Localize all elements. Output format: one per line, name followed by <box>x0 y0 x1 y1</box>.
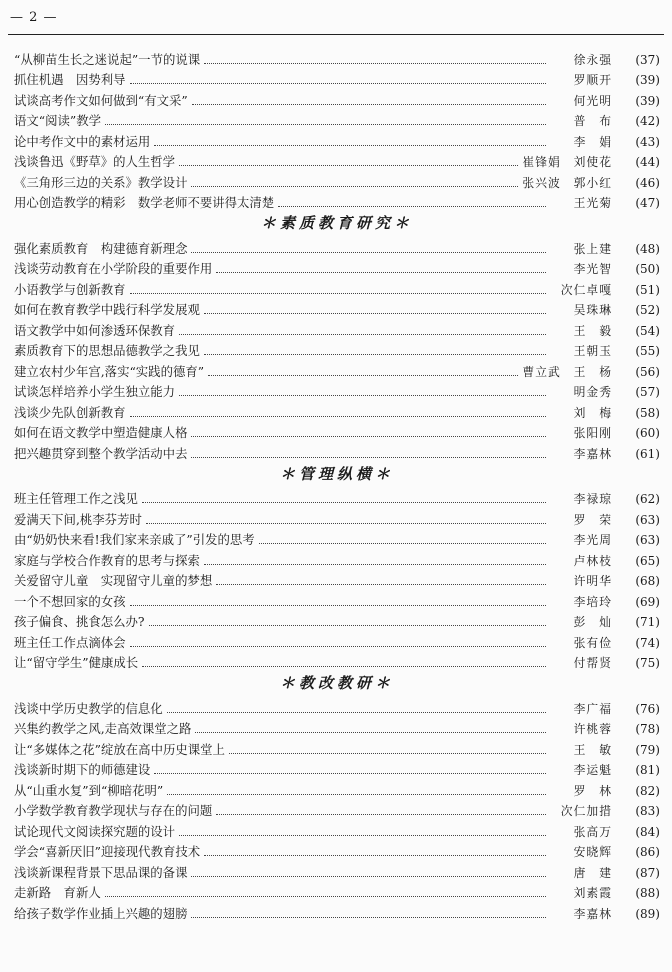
section-heading: ＊素质教育研究＊ <box>260 214 413 232</box>
toc-entry <box>14 486 660 507</box>
dot-leader <box>146 522 546 524</box>
toc-entry <box>14 798 660 819</box>
toc-entry <box>14 149 660 170</box>
entry-author: 崔锋娟 刘使花 <box>522 155 612 169</box>
entry-page-number: (74) <box>635 635 660 650</box>
entry-author: 张兴波 郭小红 <box>522 175 612 190</box>
entry-page-number: (84) <box>635 824 660 839</box>
toc-entry <box>14 609 660 630</box>
entry-title: 建立农村少年宫,落实“实践的德育” <box>14 363 205 379</box>
entry-title: 小学数学教育教学现状与存在的问题 <box>14 803 213 818</box>
entry-title: 试谈怎样培养小学生独立能力 <box>14 384 176 399</box>
entry-author: 王光菊 <box>573 196 612 210</box>
entry-author: 刘 梅 <box>573 405 612 420</box>
dot-leader <box>179 164 518 166</box>
dot-leader <box>204 62 546 64</box>
entry-page-number: (89) <box>635 906 660 921</box>
dot-leader <box>191 251 546 253</box>
entry-author: 明金秀 <box>573 385 612 399</box>
dot-leader <box>216 583 546 585</box>
entry-author: 张上建 <box>573 241 612 256</box>
entry-author: 李光智 <box>573 262 612 276</box>
dot-leader <box>191 456 546 458</box>
dot-leader <box>191 875 546 877</box>
toc-entry <box>14 420 660 441</box>
entry-title: 班主任管理工作之浅见 <box>14 491 138 506</box>
entry-title: 关爱留守儿童 实现留守儿童的梦想 <box>14 573 213 588</box>
toc-entry <box>14 880 660 901</box>
entry-page-number: (54) <box>635 323 660 338</box>
toc-entry <box>14 440 660 461</box>
entry-title: 如何在语文教学中塑造健康人格 <box>14 425 188 440</box>
entry-page-number: (75) <box>635 656 660 670</box>
toc-entry <box>14 588 660 609</box>
entry-author: 曹立武 王 杨 <box>522 364 612 379</box>
entry-author: 李嘉林 <box>573 906 612 921</box>
dot-leader <box>191 185 518 187</box>
toc-entry <box>14 256 660 277</box>
entry-author: 卢林枝 <box>573 553 612 568</box>
entry-page-number: (44) <box>635 155 660 169</box>
entry-title: 语文“阅读”教学 <box>14 113 102 128</box>
dot-leader <box>130 645 546 647</box>
entry-page-number: (60) <box>635 426 660 440</box>
entry-title: 家庭与学校合作教育的思考与探索 <box>14 552 200 568</box>
entry-author: 普 布 <box>573 114 612 128</box>
dot-leader <box>191 916 546 918</box>
toc-entry <box>14 527 660 548</box>
entry-title: 强化素质教育 构建德育新理念 <box>14 240 188 256</box>
toc-entry <box>14 235 660 256</box>
entry-title: 爱满天下间,桃李芬芳时 <box>14 511 142 527</box>
dot-leader <box>216 271 546 273</box>
toc-entry <box>14 297 660 318</box>
dot-leader <box>105 895 546 897</box>
section-heading: ＊管理纵横＊ <box>279 464 394 483</box>
entry-page-number: (51) <box>635 282 660 297</box>
entry-author: 李光周 <box>573 533 612 547</box>
entry-author: 罗顺开 <box>573 73 612 87</box>
entry-author: 李运魁 <box>573 763 612 777</box>
entry-title: 孩子偏食、挑食怎么办? <box>14 614 145 629</box>
toc-entry <box>14 399 660 420</box>
entry-page-number: (63) <box>635 533 660 547</box>
toc-entry <box>14 716 660 737</box>
dot-leader <box>195 731 546 733</box>
entry-page-number: (39) <box>635 93 660 108</box>
entry-author: 何光明 <box>573 93 612 108</box>
dot-leader <box>167 711 546 713</box>
entry-author: 刘素霞 <box>573 886 612 900</box>
entry-author: 王 毅 <box>573 323 612 338</box>
entry-title: 《三角形三边的关系》教学设计 <box>14 174 188 190</box>
dot-leader <box>130 292 546 294</box>
entry-page-number: (78) <box>635 722 660 736</box>
entry-author: 李培玲 <box>573 594 612 609</box>
entry-title: 从“山重水复”到“柳暗花明” <box>14 782 164 798</box>
toc-entry <box>14 650 660 671</box>
entry-author: 次仁卓嘎 <box>560 282 612 297</box>
entry-author: 李广福 <box>573 701 612 716</box>
entry-title: 浅谈鲁迅《野草》的人生哲学 <box>14 154 176 169</box>
toc-entry <box>14 736 660 757</box>
toc-entry <box>14 46 660 67</box>
entry-page-number: (47) <box>635 196 660 210</box>
entry-page-number: (57) <box>635 385 660 399</box>
entry-page-number: (43) <box>635 134 660 149</box>
toc-entry <box>14 169 660 190</box>
toc-entry <box>14 87 660 108</box>
entry-title: 兴集约教学之风,走高效课堂之路 <box>14 721 192 736</box>
entry-title: 让“多媒体之花”绽放在高中历史课堂上 <box>14 741 225 757</box>
entry-author: 唐 建 <box>573 865 612 880</box>
dot-leader <box>216 813 546 815</box>
entry-page-number: (68) <box>635 574 660 588</box>
toc-entry <box>14 128 660 149</box>
dot-leader <box>167 793 546 795</box>
dot-leader <box>142 501 546 503</box>
entry-page-number: (56) <box>635 364 660 379</box>
dot-leader <box>204 353 546 355</box>
dot-leader <box>208 374 518 376</box>
toc-entry <box>14 839 660 860</box>
entry-title: 一个不想回家的女孩 <box>14 593 126 609</box>
dot-leader <box>179 333 546 335</box>
toc-entry <box>14 317 660 338</box>
entry-author: 许桃蓉 <box>573 722 612 736</box>
entry-title: 班主任工作点滴体会 <box>14 634 126 650</box>
toc-entry <box>14 108 660 129</box>
entry-author: 李嘉林 <box>573 446 612 461</box>
entry-title: 试谈高考作文如何做到“有文采” <box>14 92 188 108</box>
toc-entry <box>14 190 660 211</box>
toc-entry <box>14 859 660 880</box>
dot-leader <box>142 665 546 667</box>
entry-title: “从柳苗生长之迷说起”一节的说课 <box>14 51 201 67</box>
entry-author: 付帮贤 <box>573 656 612 670</box>
entry-author: 张高万 <box>573 824 612 839</box>
dot-leader <box>179 394 546 396</box>
entry-page-number: (65) <box>635 553 660 568</box>
entry-page-number: (83) <box>635 804 660 818</box>
entry-page-number: (48) <box>635 241 660 256</box>
dot-leader <box>192 103 546 105</box>
toc-entry <box>14 506 660 527</box>
entry-page-number: (62) <box>635 492 660 506</box>
entry-page-number: (69) <box>635 594 660 609</box>
entry-title: 浅谈新时期下的师德建设 <box>14 762 151 777</box>
entry-page-number: (63) <box>635 512 660 527</box>
toc-entry <box>14 276 660 297</box>
header-rule <box>8 34 664 35</box>
toc-entry <box>14 629 660 650</box>
entry-title: 浅谈劳动教育在小学阶段的重要作用 <box>14 261 213 276</box>
entry-title: 语文教学中如何渗透环保教育 <box>14 322 176 338</box>
toc-entry <box>14 757 660 778</box>
entry-author: 李 娟 <box>573 134 612 149</box>
dot-leader <box>130 415 546 417</box>
entry-page-number: (82) <box>635 783 660 798</box>
entry-author: 罗 林 <box>573 783 612 798</box>
toc-entry <box>14 547 660 568</box>
entry-title: 让“留守学生”健康成长 <box>14 655 139 670</box>
dot-leader <box>130 82 546 84</box>
section-heading: ＊教改教研＊ <box>279 674 394 692</box>
dot-leader <box>130 604 546 606</box>
dot-leader <box>191 435 546 437</box>
entry-author: 徐永强 <box>573 52 612 67</box>
dot-leader <box>259 542 546 544</box>
entry-title: 走新路 育新人 <box>14 885 101 900</box>
dot-leader <box>278 205 546 207</box>
entry-page-number: (50) <box>635 262 660 276</box>
entry-page-number: (55) <box>635 344 660 358</box>
entry-page-number: (61) <box>635 446 660 461</box>
dot-leader <box>204 563 546 565</box>
entry-page-number: (79) <box>635 742 660 757</box>
entry-title: 给孩子数学作业插上兴趣的翅膀 <box>14 905 188 921</box>
entry-page-number: (37) <box>635 52 660 67</box>
toc-entry <box>14 568 660 589</box>
dot-leader <box>154 144 546 146</box>
entry-author: 彭 灿 <box>573 615 612 629</box>
entry-page-number: (81) <box>635 763 660 777</box>
toc-entry <box>14 818 660 839</box>
entry-title: 学会“喜新厌旧”迎接现代教育技术 <box>14 844 201 859</box>
entry-page-number: (46) <box>635 175 660 190</box>
entry-title: 小语教学与创新教育 <box>14 281 126 297</box>
entry-page-number: (71) <box>635 615 660 629</box>
entry-page-number: (88) <box>635 886 660 900</box>
entry-page-number: (58) <box>635 405 660 420</box>
entry-title: 浅谈新课程背景下思品课的备课 <box>14 864 188 880</box>
page-number: — 2 — <box>10 10 58 25</box>
entry-title: 论中考作文中的素材运用 <box>14 133 151 149</box>
entry-title: 试论现代文阅读探究题的设计 <box>14 823 176 839</box>
dot-leader <box>229 752 546 754</box>
entry-author: 罗 荣 <box>573 512 612 527</box>
toc-entry <box>14 338 660 359</box>
dot-leader <box>204 854 546 856</box>
entry-title: 浅谈中学历史教学的信息化 <box>14 700 163 716</box>
entry-author: 王 敏 <box>573 742 612 757</box>
entry-author: 王朝玉 <box>573 344 612 358</box>
dot-leader <box>154 772 546 774</box>
entry-page-number: (52) <box>635 303 660 317</box>
toc-entry <box>14 67 660 88</box>
entry-author: 安晓辉 <box>573 845 612 859</box>
entry-author: 张有俭 <box>573 635 612 650</box>
entry-author: 许明华 <box>573 574 612 588</box>
entry-page-number: (42) <box>635 114 660 128</box>
entry-page-number: (76) <box>635 701 660 716</box>
entry-page-number: (39) <box>635 73 660 87</box>
entry-page-number: (86) <box>635 845 660 859</box>
dot-leader <box>204 312 546 314</box>
table-of-contents <box>14 46 660 921</box>
dot-leader <box>179 834 546 836</box>
entry-title: 抓住机遇 因势利导 <box>14 72 126 87</box>
entry-author: 次仁加措 <box>560 804 612 818</box>
dot-leader <box>149 624 546 626</box>
entry-title: 浅谈少先队创新教育 <box>14 404 126 420</box>
toc-entry <box>14 695 660 716</box>
entry-page-number: (87) <box>635 865 660 880</box>
toc-entry <box>14 777 660 798</box>
toc-entry <box>14 358 660 379</box>
entry-title: 如何在教育教学中践行科学发展观 <box>14 302 200 317</box>
toc-entry <box>14 900 660 921</box>
entry-author: 吴珠琳 <box>573 303 612 317</box>
entry-title: 用心创造教学的精彩 数学老师不要讲得太清楚 <box>14 195 275 210</box>
dot-leader <box>105 123 546 125</box>
entry-author: 张阳刚 <box>573 426 612 440</box>
entry-title: 素质教育下的思想品德教学之我见 <box>14 343 200 358</box>
entry-author: 李禄琼 <box>573 492 612 506</box>
entry-title: 由“奶奶快来看!我们家来亲戚了”引发的思考 <box>14 532 255 547</box>
toc-entry <box>14 379 660 400</box>
entry-title: 把兴趣贯穿到整个教学活动中去 <box>14 445 188 461</box>
